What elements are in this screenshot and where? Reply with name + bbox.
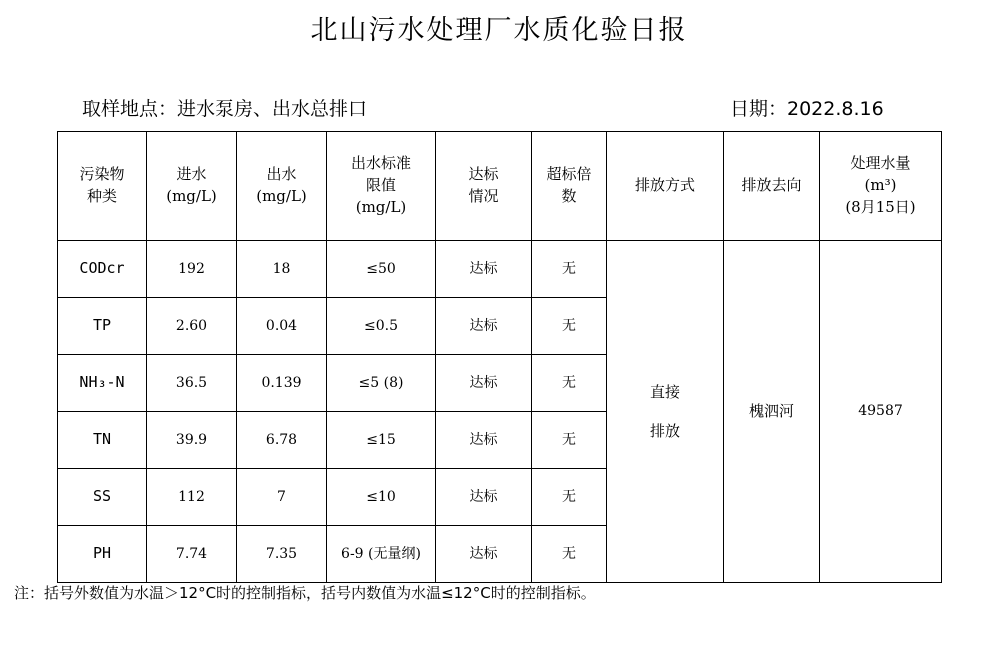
limit-value: ≤0.5 [327, 298, 436, 355]
status-value: 达标 [436, 298, 532, 355]
water-quality-table [57, 131, 942, 583]
pollutant-name: TN [58, 412, 147, 469]
status-value: 达标 [436, 469, 532, 526]
status-value: 达标 [436, 241, 532, 298]
header-limit: 出水标准 限值 (mg/L) [327, 132, 436, 241]
exceed-value: 无 [532, 412, 607, 469]
header-pollutant: 污染物 种类 [58, 132, 147, 241]
discharge-method-cell: 直接 排放 [607, 241, 724, 583]
volume-cell: 49587 [820, 241, 942, 583]
header-volume: 处理水量 (m³) (8月15日) [820, 132, 942, 241]
influent-value: 39.9 [147, 412, 237, 469]
footnote: 注：括号外数值为水温＞12°C时的控制指标，括号内数值为水温≤12°C时的控制指标。 [14, 584, 596, 602]
exceed-value: 无 [532, 298, 607, 355]
header-exceed: 超标倍 数 [532, 132, 607, 241]
status-value: 达标 [436, 412, 532, 469]
header-row [58, 132, 942, 241]
pollutant-name: PH [58, 526, 147, 583]
header-status: 达标 情况 [436, 132, 532, 241]
report-date: 日期：2022.8.16 [730, 98, 884, 120]
influent-value: 192 [147, 241, 237, 298]
effluent-value: 7 [237, 469, 327, 526]
pollutant-name: TP [58, 298, 147, 355]
pollutant-name: CODcr [58, 241, 147, 298]
influent-value: 112 [147, 469, 237, 526]
pollutant-name: NH₃-N [58, 355, 147, 412]
influent-value: 7.74 [147, 526, 237, 583]
effluent-value: 18 [237, 241, 327, 298]
sampling-location: 取样地点：进水泵房、出水总排口 [82, 98, 368, 120]
exceed-value: 无 [532, 526, 607, 583]
status-value: 达标 [436, 526, 532, 583]
limit-value: ≤10 [327, 469, 436, 526]
header-effluent: 出水 (mg/L) [237, 132, 327, 241]
effluent-value: 0.139 [237, 355, 327, 412]
header-discharge-dest: 排放去向 [724, 132, 820, 241]
effluent-value: 0.04 [237, 298, 327, 355]
table-row [58, 241, 942, 298]
discharge-dest-cell: 槐泗河 [724, 241, 820, 583]
report-title: 北山污水处理厂水质化验日报 [310, 15, 688, 46]
limit-value: ≤50 [327, 241, 436, 298]
influent-value: 36.5 [147, 355, 237, 412]
exceed-value: 无 [532, 241, 607, 298]
effluent-value: 7.35 [237, 526, 327, 583]
status-value: 达标 [436, 355, 532, 412]
limit-value: 6-9 (无量纲) [327, 526, 436, 583]
pollutant-name: SS [58, 469, 147, 526]
limit-value: ≤5 (8) [327, 355, 436, 412]
header-influent: 进水 (mg/L) [147, 132, 237, 241]
exceed-value: 无 [532, 355, 607, 412]
limit-value: ≤15 [327, 412, 436, 469]
exceed-value: 无 [532, 469, 607, 526]
effluent-value: 6.78 [237, 412, 327, 469]
influent-value: 2.60 [147, 298, 237, 355]
header-discharge-method: 排放方式 [607, 132, 724, 241]
